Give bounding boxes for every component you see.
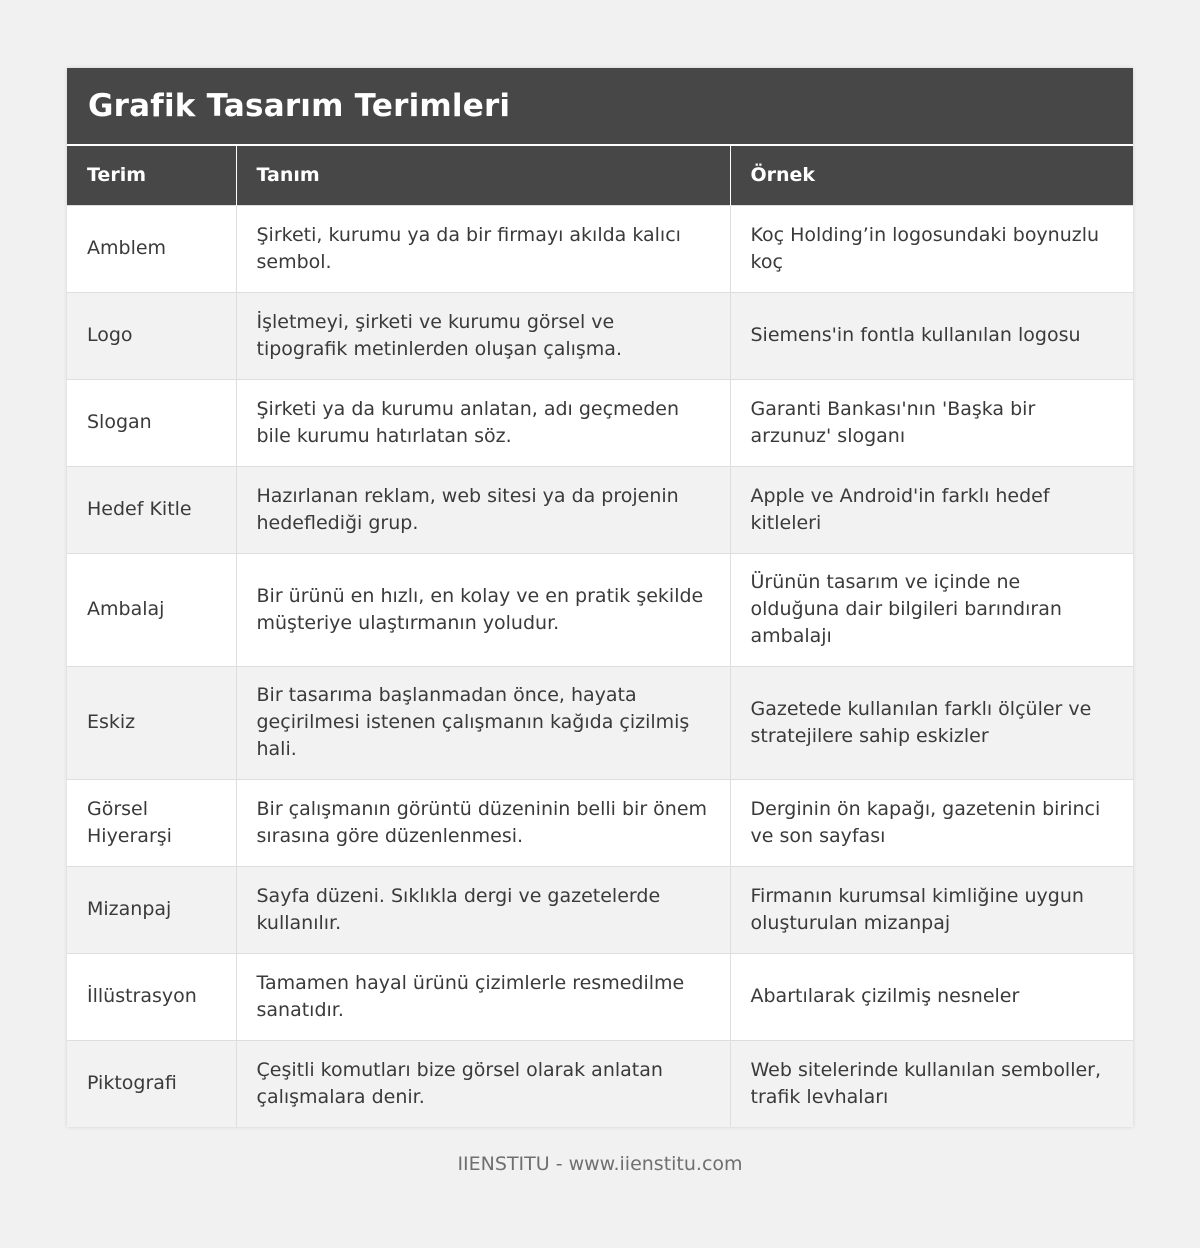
table-row [67,205,1133,292]
term-cell: Amblem [67,205,236,292]
definition-cell: İşletmeyi, şirketi ve kurumu görsel ve tipografik metinlerden oluşan çalışma. [236,292,730,379]
table-row [67,666,1133,779]
definition-cell: Bir tasarıma başlanmadan önce, hayata geçirilmesi istenen çalışmanın kağıda çizilmiş hali. [236,666,730,779]
table-row [67,779,1133,866]
example-cell: Garanti Bankası'nın 'Başka bir arzunuz' sloganı [730,379,1133,466]
definition-cell: Tamamen hayal ürünü çizimlerle resmedilme sanatıdır. [236,953,730,1040]
term-cell: Mizanpaj [67,866,236,953]
term-cell: Logo [67,292,236,379]
term-cell: Görsel Hiyerarşi [67,779,236,866]
example-cell: Abartılarak çizilmiş nesneler [730,953,1133,1040]
header-example: Örnek [730,145,1133,205]
table-row [67,466,1133,553]
footer-credit: IIENSTITU - www.iienstitu.com [457,1153,743,1175]
example-cell: Firmanın kurumsal kimliğine uygun oluşturulan mizanpaj [730,866,1133,953]
header-definition: Tanım [236,145,730,205]
definition-cell: Bir ürünü en hızlı, en kolay ve en pratik şekilde müşteriye ulaştırmanın yoludur. [236,553,730,666]
definition-cell: Sayfa düzeni. Sıklıkla dergi ve gazetelerde kullanılır. [236,866,730,953]
table-row [67,1040,1133,1127]
definition-cell: Hazırlanan reklam, web sitesi ya da projenin hedeflediği grup. [236,466,730,553]
table-row [67,866,1133,953]
example-cell: Siemens'in fontla kullanılan logosu [730,292,1133,379]
table-row [67,292,1133,379]
term-cell: Hedef Kitle [67,466,236,553]
definition-cell: Şirketi ya da kurumu anlatan, adı geçmeden bile kurumu hatırlatan söz. [236,379,730,466]
term-cell: Eskiz [67,666,236,779]
table-row [67,553,1133,666]
terms-card [67,68,1133,1127]
definition-cell: Çeşitli komutları bize görsel olarak anlatan çalışmalara denir. [236,1040,730,1127]
definition-cell: Şirketi, kurumu ya da bir firmayı akılda kalıcı sembol. [236,205,730,292]
term-cell: Slogan [67,379,236,466]
example-cell: Derginin ön kapağı, gazetenin birinci ve son sayfası [730,779,1133,866]
table-header-row [67,145,1133,205]
example-cell: Gazetede kullanılan farklı ölçüler ve stratejilere sahip eskizler [730,666,1133,779]
table-row [67,379,1133,466]
table-row [67,953,1133,1040]
example-cell: Apple ve Android'in farklı hedef kitleleri [730,466,1133,553]
header-term: Terim [67,145,236,205]
term-cell: İllüstrasyon [67,953,236,1040]
example-cell: Koç Holding’in logosundaki boynuzlu koç [730,205,1133,292]
term-cell: Piktografi [67,1040,236,1127]
example-cell: Ürünün tasarım ve içinde ne olduğuna dair bilgileri barındıran ambalajı [730,553,1133,666]
definition-cell: Bir çalışmanın görüntü düzeninin belli bir önem sırasına göre düzenlenmesi. [236,779,730,866]
term-cell: Ambalaj [67,553,236,666]
table-title: Grafik Tasarım Terimleri [67,68,1133,144]
terms-table [67,144,1133,1127]
example-cell: Web sitelerinde kullanılan semboller, trafik levhaları [730,1040,1133,1127]
